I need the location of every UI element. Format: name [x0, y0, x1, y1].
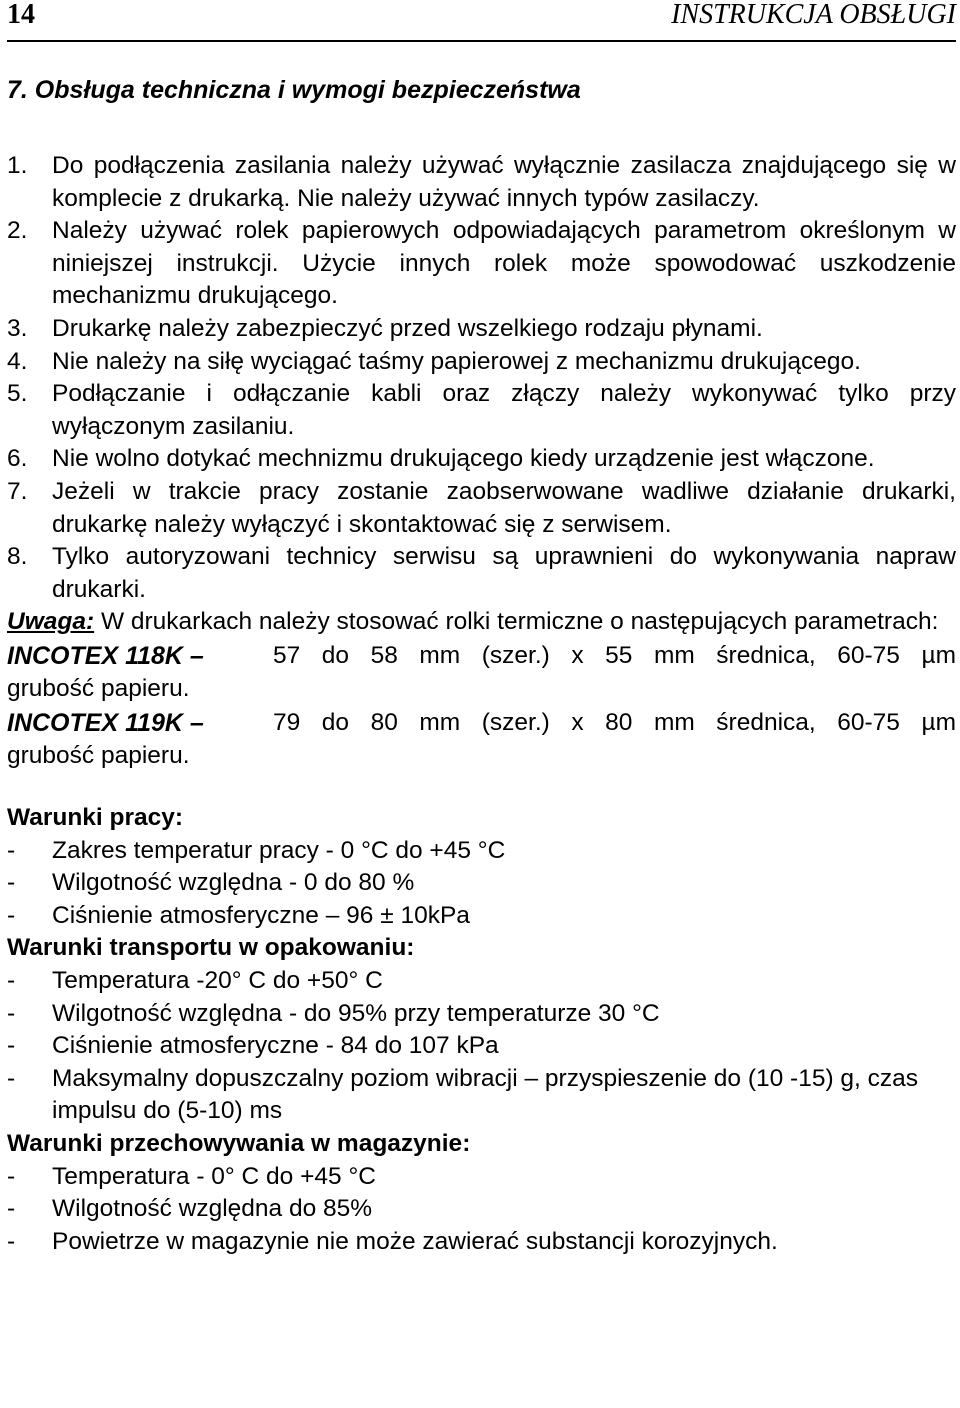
item-text: Powietrze w magazynie nie może zawierać substancji korozyjnych. [52, 1227, 778, 1255]
item-text: Drukarkę należy zabezpieczyć przed wszelkiego rodzaju płynami. [52, 314, 763, 342]
work-conditions [7, 802, 956, 932]
item-text: Należy używać rolek papierowych odpowiadających parametrom określonym w niniejszej instrukcji. Użycie innych rolek może spowodować uszkodzenie mechanizmu drukującego. [52, 217, 956, 310]
item-text: Temperatura -20° C do +50° C [52, 967, 383, 995]
list-item [7, 476, 956, 541]
item-text: Tylko autoryzowani technicy serwisu są uprawnieni do wykonywania napraw drukarki. [52, 543, 956, 603]
list-item [7, 1063, 956, 1128]
work-conditions-title: Warunki pracy: [7, 804, 184, 832]
item-text: Zakres temperatur pracy - 0 °C do +45 °C [52, 836, 506, 864]
model-description: 79 do 80 mm (szer.) x 80 mm średnica, 60-75 µm [273, 708, 956, 736]
list-item [7, 998, 956, 1031]
storage-conditions [7, 1128, 956, 1258]
list-item [7, 378, 956, 443]
dash-marker: - [7, 1064, 16, 1092]
item-number: 8. [7, 543, 28, 571]
dash-marker: - [7, 901, 16, 929]
note-text: W drukarkach należy stosować rolki termiczne o następujących parametrach: [94, 608, 939, 636]
item-number: 4. [7, 347, 28, 375]
page-number: 14 [7, 0, 35, 30]
dash-marker: - [7, 836, 16, 864]
safety-list [7, 150, 956, 606]
dash-marker: - [7, 1032, 16, 1060]
list-item [7, 215, 956, 313]
item-text: Wilgotność względna - do 95% przy temperaturze 30 °C [52, 999, 660, 1027]
item-text: Temperatura - 0° C do +45 °C [52, 1162, 376, 1190]
dash-marker: - [7, 869, 16, 897]
list-item [7, 1161, 956, 1194]
item-number: 7. [7, 477, 28, 505]
model-spec [7, 706, 956, 773]
list-item [7, 867, 956, 900]
list-item [7, 313, 956, 346]
note-label: Uwaga: [7, 608, 95, 636]
item-text: Wilgotność względna - 0 do 80 % [52, 869, 415, 897]
item-number: 5. [7, 380, 28, 408]
dash-marker: - [7, 1162, 16, 1190]
item-text: Maksymalny dopuszczalny poziom wibracji – przyspieszenie do (10 -15) g, czas impulsu do (5-10) ms [52, 1064, 919, 1125]
model-name: INCOTEX 119K – [7, 708, 204, 737]
list-item [7, 1226, 956, 1259]
item-text: Nie wolno dotykać mechnizmu drukującego kiedy urządzenie jest włączone. [52, 445, 875, 473]
list-item [7, 346, 956, 379]
transport-conditions [7, 932, 956, 1128]
document-page [7, 0, 956, 1255]
list-item [7, 150, 956, 215]
dash-marker: - [7, 967, 16, 995]
item-text: Podłączanie i odłączanie kabli oraz złączy należy wykonywać tylko przy wyłączonym zasilaniu. [52, 380, 956, 440]
note-paragraph [7, 606, 956, 639]
item-text: Nie należy na siłę wyciągać taśmy papierowej z mechanizmu drukującego. [52, 347, 861, 375]
page-content [7, 150, 956, 1258]
spacer [7, 772, 956, 802]
model-description-cont: grubość papieru. [7, 674, 190, 702]
dash-marker: - [7, 1195, 16, 1223]
dash-marker: - [7, 999, 16, 1027]
model-line [7, 639, 956, 673]
model-name: INCOTEX 118K – [7, 641, 204, 670]
list-item [7, 965, 956, 998]
item-text: Ciśnienie atmosferyczne – 96 ± 10kPa [52, 901, 470, 929]
item-number: 1. [7, 152, 28, 179]
model-description-cont: grubość papieru. [7, 741, 190, 769]
list-item [7, 900, 956, 933]
item-text: Do podłączenia zasilania należy używać wyłącznie zasilacza znajdującego się w komplecie z drukarką. Nie należy używać innych typów zasilaczy. [52, 152, 956, 212]
item-text: Wilgotność względna do 85% [52, 1195, 373, 1223]
document-title: INSTRUKCJA OBSŁUGI [671, 0, 956, 30]
model-line [7, 706, 956, 740]
section-title: 7. Obsługa techniczna i wymogi bezpieczeństwa [7, 76, 581, 104]
model-description: 57 do 58 mm (szer.) x 55 mm średnica, 60-75 µm [273, 641, 956, 669]
list-item [7, 835, 956, 868]
item-text: Jeżeli w trakcie pracy zostanie zaobserwowane wadliwe działanie drukarki, drukarkę należy wyłączyć i skontaktować się z serwisem. [52, 477, 956, 538]
item-text: Ciśnienie atmosferyczne - 84 do 107 kPa [52, 1032, 499, 1060]
dash-marker: - [7, 1227, 16, 1255]
transport-conditions-title: Warunki transportu w opakowaniu: [7, 934, 415, 962]
list-item [7, 541, 956, 606]
list-item [7, 1193, 956, 1226]
item-number: 3. [7, 314, 28, 342]
list-item [7, 1030, 956, 1063]
list-item [7, 443, 956, 476]
item-number: 2. [7, 217, 28, 245]
item-number: 6. [7, 445, 28, 473]
model-spec [7, 639, 956, 706]
storage-conditions-title: Warunki przechowywania w magazynie: [7, 1130, 471, 1158]
page-header [7, 0, 956, 42]
